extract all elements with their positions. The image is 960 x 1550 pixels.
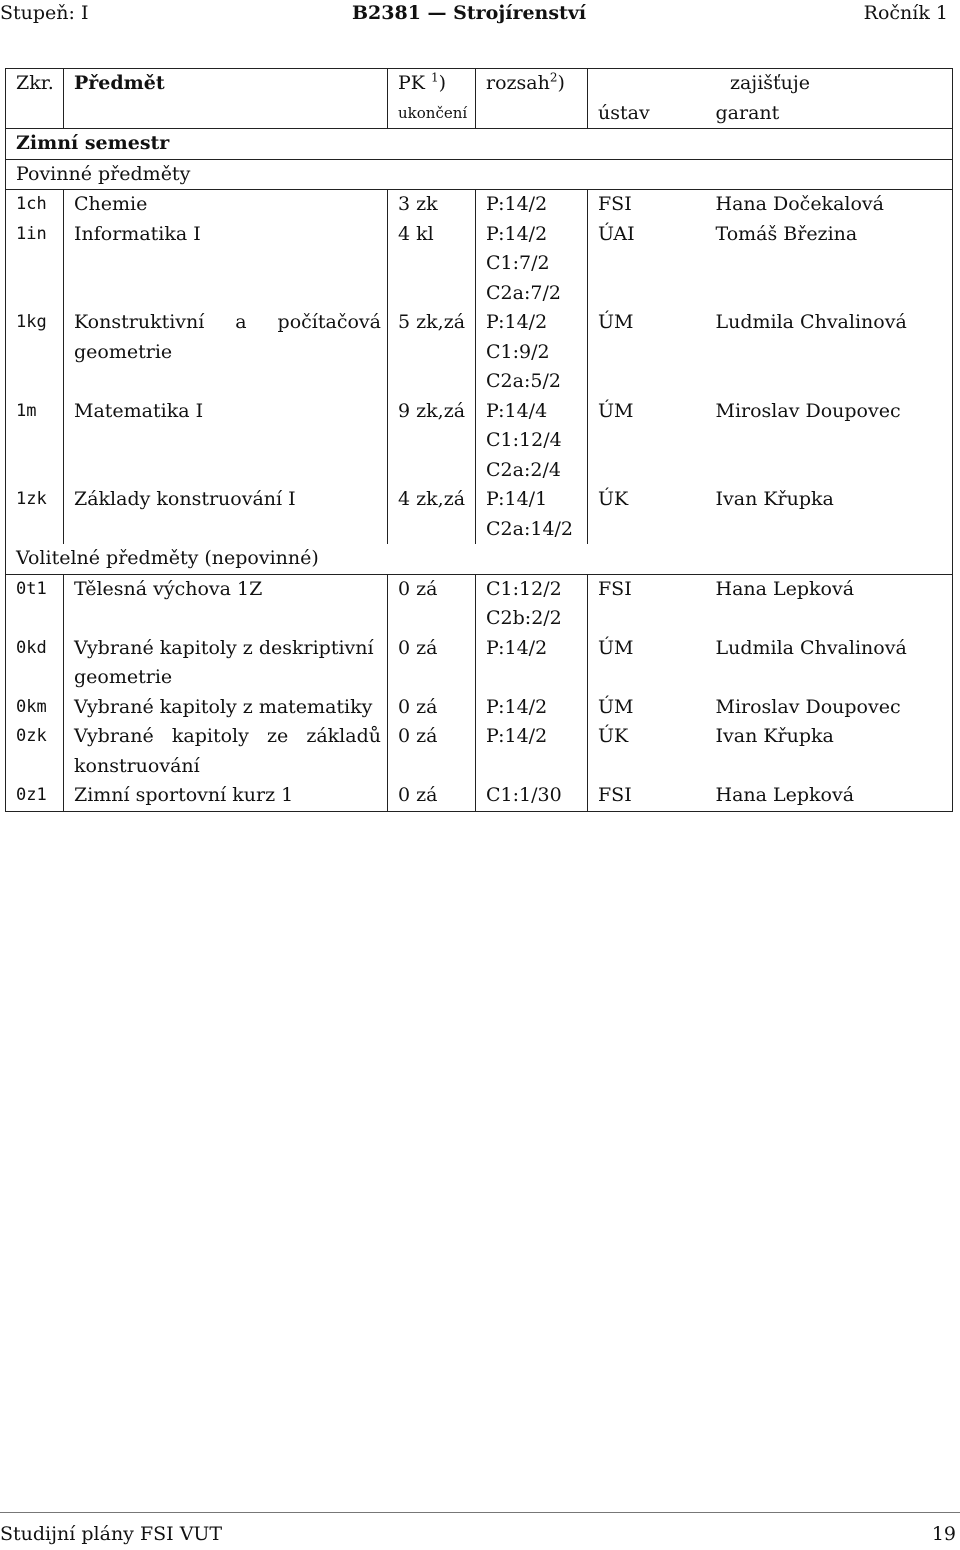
course-completion: 0 zá [388,722,476,752]
course-code [6,456,64,486]
course-guarantor: Hana Lepková [706,574,953,604]
course-institute: ÚK [588,485,706,515]
course-institute [588,456,706,486]
course-guarantor: Hana Lepková [706,781,953,811]
course-hours: P:14/2 [476,190,588,220]
course-name: geometrie [64,338,388,368]
course-institute: FSI [588,781,706,811]
course-hours: C1:12/2 [476,574,588,604]
course-code: 1in [6,220,64,250]
course-guarantor: Ludmila Chvalinová [706,308,953,338]
semester-row [6,129,953,160]
course-institute: ÚM [588,634,706,664]
word: Vybrané [74,725,154,747]
course-code: 1zk [6,485,64,515]
study-plan-body [6,69,953,812]
course-name [64,604,388,634]
course-guarantor [706,426,953,456]
course-name: Chemie [64,190,388,220]
table-row [6,604,953,634]
section-required-row [6,159,953,190]
course-code [6,426,64,456]
course-name: geometrie [64,663,388,693]
course-institute: ÚK [588,722,706,752]
course-guarantor: Ivan Křupka [706,722,953,752]
table-row [6,308,953,338]
word: Konstruktivní [74,311,205,333]
course-name: Základy konstruování I [64,485,388,515]
course-completion: 3 zk [388,190,476,220]
program-title: B2381 — Strojírenství [352,2,587,24]
course-guarantor: Miroslav Doupovec [706,397,953,427]
course-code [6,279,64,309]
course-guarantor: Miroslav Doupovec [706,693,953,723]
course-institute [588,279,706,309]
table-row [6,249,953,279]
year-label: Ročník 1 [863,2,948,24]
empty-cell [476,99,588,129]
pk-note: 1 [431,70,439,85]
word: počítačová [277,311,381,333]
course-hours: P:14/2 [476,693,588,723]
table-row [6,426,953,456]
course-hours [476,752,588,782]
page-header [0,2,960,28]
course-institute [588,604,706,634]
course-guarantor [706,663,953,693]
course-institute [588,367,706,397]
course-name [64,279,388,309]
course-code [6,338,64,368]
table-row [6,397,953,427]
course-hours: C2a:2/4 [476,456,588,486]
course-hours: C1:7/2 [476,249,588,279]
course-name [64,367,388,397]
course-completion: 9 zk,zá [388,397,476,427]
course-completion [388,604,476,634]
course-name: konstruování [64,752,388,782]
col-head-ukonceni: ukončení [388,99,476,129]
course-code [6,515,64,545]
col-head-zajistuje: zajišťuje [588,69,953,99]
rozsah-note: 2 [549,70,558,85]
course-completion: 0 zá [388,574,476,604]
course-completion [388,426,476,456]
course-hours: P:14/2 [476,220,588,250]
table-row [6,515,953,545]
course-hours: P:14/4 [476,397,588,427]
course-code: 0z1 [6,781,64,811]
course-name: Zimní sportovní kurz 1 [64,781,388,811]
word: základů [306,725,381,747]
table-row [6,367,953,397]
course-institute: ÚM [588,308,706,338]
course-code [6,249,64,279]
table-row [6,279,953,309]
col-head-pk: PK $^1$) [388,69,476,99]
semester-title: Zimní semestr [6,129,953,160]
course-guarantor: Tomáš Březina [706,220,953,250]
course-guarantor [706,456,953,486]
course-completion [388,279,476,309]
course-institute [588,338,706,368]
course-hours: C1:1/30 [476,781,588,811]
course-hours [476,663,588,693]
course-institute [588,752,706,782]
section-optional-row [6,544,953,574]
course-hours: P:14/2 [476,634,588,664]
course-code: 0km [6,693,64,723]
course-code [6,663,64,693]
course-name-justified [74,308,387,338]
course-completion: 0 zá [388,634,476,664]
course-name: Informatika I [64,220,388,250]
col-head-garant: garant [706,99,953,129]
course-code [6,367,64,397]
course-name [64,722,388,752]
course-code: 0zk [6,722,64,752]
course-name [64,456,388,486]
table-row [6,752,953,782]
course-hours: C1:12/4 [476,426,588,456]
table-head-row [6,69,953,99]
course-hours: P:14/2 [476,308,588,338]
degree-label: Stupeň: I [0,2,89,24]
course-institute [588,663,706,693]
word: a [235,311,247,333]
table-row [6,722,953,752]
section-optional-title: Volitelné předměty (nepovinné) [6,544,953,574]
course-hours: C2a:14/2 [476,515,588,545]
table-row [6,338,953,368]
col-head-predmet: Předmět [64,69,388,99]
course-institute: FSI [588,574,706,604]
rozsah-label: rozsah [486,72,550,94]
empty-cell [6,99,64,129]
pk-label: PK [398,72,425,94]
course-completion [388,515,476,545]
course-code [6,752,64,782]
course-name: Matematika I [64,397,388,427]
col-head-ustav: ústav [588,99,706,129]
course-hours: P:14/1 [476,485,588,515]
course-code: 0kd [6,634,64,664]
table-subhead-row [6,99,953,129]
course-code: 1ch [6,190,64,220]
table-row [6,693,953,723]
empty-cell [64,99,388,129]
course-name [64,308,388,338]
course-completion: 5 zk,zá [388,308,476,338]
course-code: 0t1 [6,574,64,604]
col-head-rozsah: rozsah$^2$) [476,69,588,99]
col-head-zkr: Zkr. [6,69,64,99]
course-name [64,249,388,279]
study-plan-table [5,68,953,812]
course-guarantor [706,604,953,634]
table-row [6,190,953,220]
course-completion: 4 zk,zá [388,485,476,515]
course-guarantor: Ivan Křupka [706,485,953,515]
course-code [6,604,64,634]
table-row [6,634,953,664]
page-footer [0,1512,960,1545]
course-code: 1kg [6,308,64,338]
course-name: Vybrané kapitoly z deskriptivní [64,634,388,664]
page-number: 19 [931,1523,956,1545]
course-guarantor [706,367,953,397]
course-guarantor [706,338,953,368]
course-institute: FSI [588,190,706,220]
course-completion: 0 zá [388,781,476,811]
course-completion [388,663,476,693]
course-guarantor: Hana Dočekalová [706,190,953,220]
course-institute: ÚM [588,693,706,723]
course-completion [388,456,476,486]
word: kapitoly [171,725,249,747]
course-completion [388,752,476,782]
course-completion: 4 kl [388,220,476,250]
course-hours: C2a:7/2 [476,279,588,309]
course-name [64,515,388,545]
course-completion [388,367,476,397]
word: ze [266,725,289,747]
course-hours: C1:9/2 [476,338,588,368]
table-row [6,781,953,811]
course-completion: 0 zá [388,693,476,723]
course-name: Vybrané kapitoly z matematiky [64,693,388,723]
table-row [6,485,953,515]
table-row [6,220,953,250]
course-institute [588,426,706,456]
course-institute: ÚM [588,397,706,427]
course-name [64,426,388,456]
course-institute: ÚAI [588,220,706,250]
table-row [6,663,953,693]
course-guarantor [706,249,953,279]
table-row [6,456,953,486]
course-name: Tělesná výchova 1Z [64,574,388,604]
course-hours: P:14/2 [476,722,588,752]
footer-title: Studijní plány FSI VUT [0,1523,223,1545]
course-guarantor [706,515,953,545]
course-guarantor: Ludmila Chvalinová [706,634,953,664]
course-name-justified [74,722,387,752]
course-code: 1m [6,397,64,427]
course-completion [388,249,476,279]
course-institute [588,515,706,545]
course-guarantor [706,279,953,309]
course-guarantor [706,752,953,782]
course-hours: C2b:2/2 [476,604,588,634]
course-completion [388,338,476,368]
section-required-title: Povinné předměty [6,159,953,190]
table-row [6,574,953,604]
course-institute [588,249,706,279]
course-hours: C2a:5/2 [476,367,588,397]
